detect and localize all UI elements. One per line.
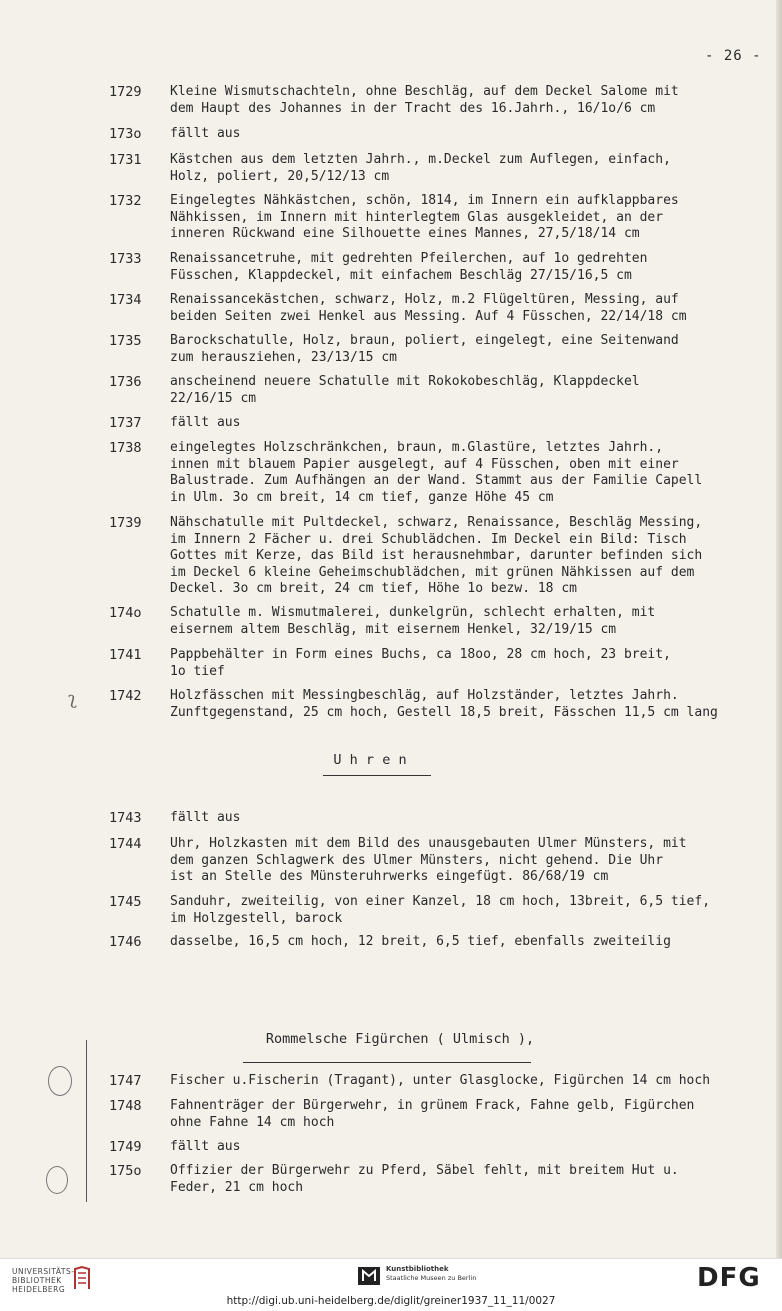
entry-line: Schatulle m. Wismutmalerei, dunkelgrün, schlecht erhalten, mit — [170, 605, 656, 620]
entry-line: Holzfässchen mit Messingbeschläg, auf Holzständer, letztes Jahrh. — [170, 688, 679, 703]
entry-line: Füsschen, Klappdeckel, mit einfachem Beschläg 27/15/16,5 cm — [170, 267, 632, 283]
entry-line: ist an Stelle des Münsteruhrwerks eingefügt. 86/68/19 cm — [170, 869, 609, 884]
entry-line: Nähschatulle mit Pultdeckel, schwarz, Renaissance, Beschläg Messing, — [170, 515, 703, 530]
entry-number: 1742 — [109, 688, 142, 704]
entry-line: Feder, 21 cm hoch — [170, 1179, 304, 1195]
entry-line: Uhr, Holzkasten mit dem Bild des unausgebauten Ulmer Münsters, mit — [170, 836, 687, 851]
entry-line: im Innern 2 Fächer u. drei Schublädchen. Im Deckel ein Bild: Tisch — [170, 531, 687, 547]
entry-text — [170, 440, 770, 506]
entry-text — [170, 647, 770, 680]
entry-line: im Deckel 6 kleine Geheimschublädchen, mit grünen Nähkissen auf dem — [170, 564, 695, 580]
entry-text — [170, 605, 770, 638]
entry-number: 1747 — [109, 1073, 142, 1089]
entry-line: Kästchen aus dem letzten Jahrh., m.Deckel zum Auflegen, einfach, — [170, 152, 671, 167]
digitization-footer — [0, 1258, 782, 1311]
entry-number: 1749 — [109, 1139, 142, 1155]
entry-line: Kleine Wismutschachteln, ohne Beschläg, auf dem Deckel Salome mit — [170, 84, 679, 99]
entry-line: Sanduhr, zweiteilig, von einer Kanzel, 18 cm hoch, 13breit, 6,5 tief, — [170, 894, 711, 909]
entry-text — [170, 415, 770, 432]
entry-line: zum herausziehen, 23/13/15 cm — [170, 349, 397, 365]
entry-line: eisernem altem Beschläg, mit eisernem Henkel, 32/19/15 cm — [170, 621, 617, 637]
entry-line: Offizier der Bürgerwehr zu Pferd, Säbel fehlt, mit breitem Hut u. — [170, 1163, 679, 1178]
entry-number: 1739 — [109, 515, 142, 531]
entry-line: beiden Seiten zwei Henkel aus Messing. Auf 4 Füsschen, 22/14/18 cm — [170, 308, 687, 324]
entry-number: 1731 — [109, 152, 142, 168]
entry-text — [170, 894, 770, 927]
entry-line: Renaissancekästchen, schwarz, Holz, m.2 Flügeltüren, Messing, auf — [170, 292, 679, 307]
entry-text — [170, 152, 770, 185]
source-url-link[interactable]: http://digi.ub.uni-heidelberg.de/diglit/greiner1937_11_11/0027 — [226, 1295, 556, 1307]
entry-line: Deckel. 3o cm breit, 24 cm tief, Höhe 1o bezw. 18 cm — [170, 581, 577, 596]
entry-number: 1729 — [109, 84, 142, 100]
entry-line: Balustrade. Zum Aufhängen an der Wand. Stammt aus der Familie Capell — [170, 473, 703, 488]
entry-line: dasselbe, 16,5 cm hoch, 12 breit, 6,5 tief, ebenfalls zweiteilig — [170, 934, 671, 949]
entry-number: 1733 — [109, 251, 142, 267]
entry-text — [170, 126, 770, 143]
page-edge — [776, 0, 782, 1258]
entry-text — [170, 292, 770, 325]
university-emblem-icon — [72, 1265, 92, 1291]
entry-line: Eingelegtes Nähkästchen, schön, 1814, im Innern ein aufklappbares — [170, 193, 679, 208]
entry-text — [170, 1139, 770, 1156]
entry-number: 1735 — [109, 333, 142, 349]
university-logo-line: UNIVERSITÄTS- — [12, 1267, 75, 1276]
entry-number: 175o — [109, 1163, 142, 1179]
kunstbibliothek-label — [386, 1265, 476, 1283]
entry-line: anscheinend neuere Schatulle mit Rokokobeschläg, Klappdeckel — [170, 374, 640, 389]
entry-number: 1743 — [109, 810, 142, 826]
heading-underline — [323, 775, 431, 776]
circle-mark-1747 — [48, 1066, 72, 1096]
entry-number: 1745 — [109, 894, 142, 910]
entry-text — [170, 374, 770, 407]
entry-line: inneren Rückwand eine Silhouette eines Mannes, 27,5/18/14 cm — [170, 226, 640, 241]
entry-text — [170, 1163, 770, 1196]
dfg-logo: DFG — [697, 1263, 761, 1293]
entry-number: 1738 — [109, 440, 142, 456]
entry-line: dem ganzen Schlagwerk des Ulmer Münsters, nicht gehend. Die Uhr — [170, 852, 664, 868]
entry-line: eingelegtes Holzschränkchen, braun, m.Glastüre, letztes Jahrh., — [170, 440, 664, 455]
entry-text — [170, 934, 770, 951]
entry-line: Gottes mit Kerze, das Bild ist herausnehmbar, darunter befinden sich — [170, 548, 703, 563]
entry-line: fällt aus — [170, 415, 241, 430]
circle-mark-1750 — [46, 1166, 68, 1194]
university-logo-line: BIBLIOTHEK — [12, 1276, 62, 1285]
entry-line: fällt aus — [170, 1139, 241, 1154]
entry-number: 1732 — [109, 193, 142, 209]
pencil-mark: ʅ — [68, 688, 77, 709]
entry-number: 1736 — [109, 374, 142, 390]
entry-text — [170, 84, 770, 117]
entry-text — [170, 193, 770, 243]
entry-line: Fahnenträger der Bürgerwehr, in grünem Frack, Fahne gelb, Figürchen — [170, 1098, 695, 1113]
section-heading-uhren: U h r e n — [333, 752, 407, 768]
entry-line: Nähkissen, im Innern mit hinterlegtem Glas ausgekleidet, an der — [170, 209, 664, 225]
entry-text — [170, 251, 770, 284]
university-library-logo — [12, 1267, 74, 1294]
entry-line: in Ulm. 3o cm breit, 14 cm tief, ganze Höhe 45 cm — [170, 489, 554, 505]
entry-number: 1744 — [109, 836, 142, 852]
entry-line: Barockschatulle, Holz, braun, poliert, eingelegt, eine Seitenwand — [170, 333, 679, 348]
entry-line: 22/16/15 cm — [170, 390, 257, 406]
entry-text — [170, 1073, 770, 1090]
section-heading-rommel: Rommelsche Figürchen ( Ulmisch ), — [265, 1031, 535, 1047]
entry-line: Renaissancetruhe, mit gedrehten Pfeilerchen, auf 1o gedrehten — [170, 251, 648, 266]
entry-text — [170, 836, 770, 886]
entry-line: fällt aus — [170, 810, 241, 825]
entry-text — [170, 810, 770, 827]
kunstbibliothek-subtitle: Staatliche Museen zu Berlin — [386, 1274, 477, 1282]
entry-number: 1737 — [109, 415, 142, 431]
entry-text — [170, 688, 770, 721]
entry-number: 1748 — [109, 1098, 142, 1114]
university-logo-line: HEIDELBERG — [12, 1285, 66, 1294]
entry-line: fällt aus — [170, 126, 241, 141]
entry-number: 174o — [109, 605, 142, 621]
entry-line: Zunftgegenstand, 25 cm hoch, Gestell 18,5 breit, Fässchen 11,5 cm lang — [170, 704, 718, 720]
entry-line: im Holzgestell, barock — [170, 910, 343, 926]
entry-text — [170, 333, 770, 366]
entry-line: Holz, poliert, 20,5/12/13 cm — [170, 168, 390, 184]
entry-line: 1o tief — [170, 663, 225, 679]
entry-text — [170, 515, 770, 598]
entry-line: innen mit blauem Papier ausgelegt, auf 4 Füsschen, oben mit einer — [170, 456, 679, 472]
entry-number: 1746 — [109, 934, 142, 950]
heading-underline — [243, 1062, 531, 1063]
entry-number: 1734 — [109, 292, 142, 308]
margin-bracket-line — [86, 1040, 87, 1202]
entry-line: Pappbehälter in Form eines Buchs, ca 18oo, 28 cm hoch, 23 breit, — [170, 647, 671, 662]
entry-number: 173o — [109, 126, 142, 142]
entry-number: 1741 — [109, 647, 142, 663]
page-number: - 26 - — [705, 48, 762, 64]
entry-line: dem Haupt des Johannes in der Tracht des 16.Jahrh., 16/1o/6 cm — [170, 100, 656, 116]
kunstbibliothek-logo-icon — [358, 1267, 380, 1285]
entry-line: ohne Fahne 14 cm hoch — [170, 1114, 335, 1130]
kunstbibliothek-title: Kunstbibliothek — [386, 1265, 449, 1273]
entry-text — [170, 1098, 770, 1131]
entry-line: Fischer u.Fischerin (Tragant), unter Glasglocke, Figürchen 14 cm hoch — [170, 1073, 711, 1088]
